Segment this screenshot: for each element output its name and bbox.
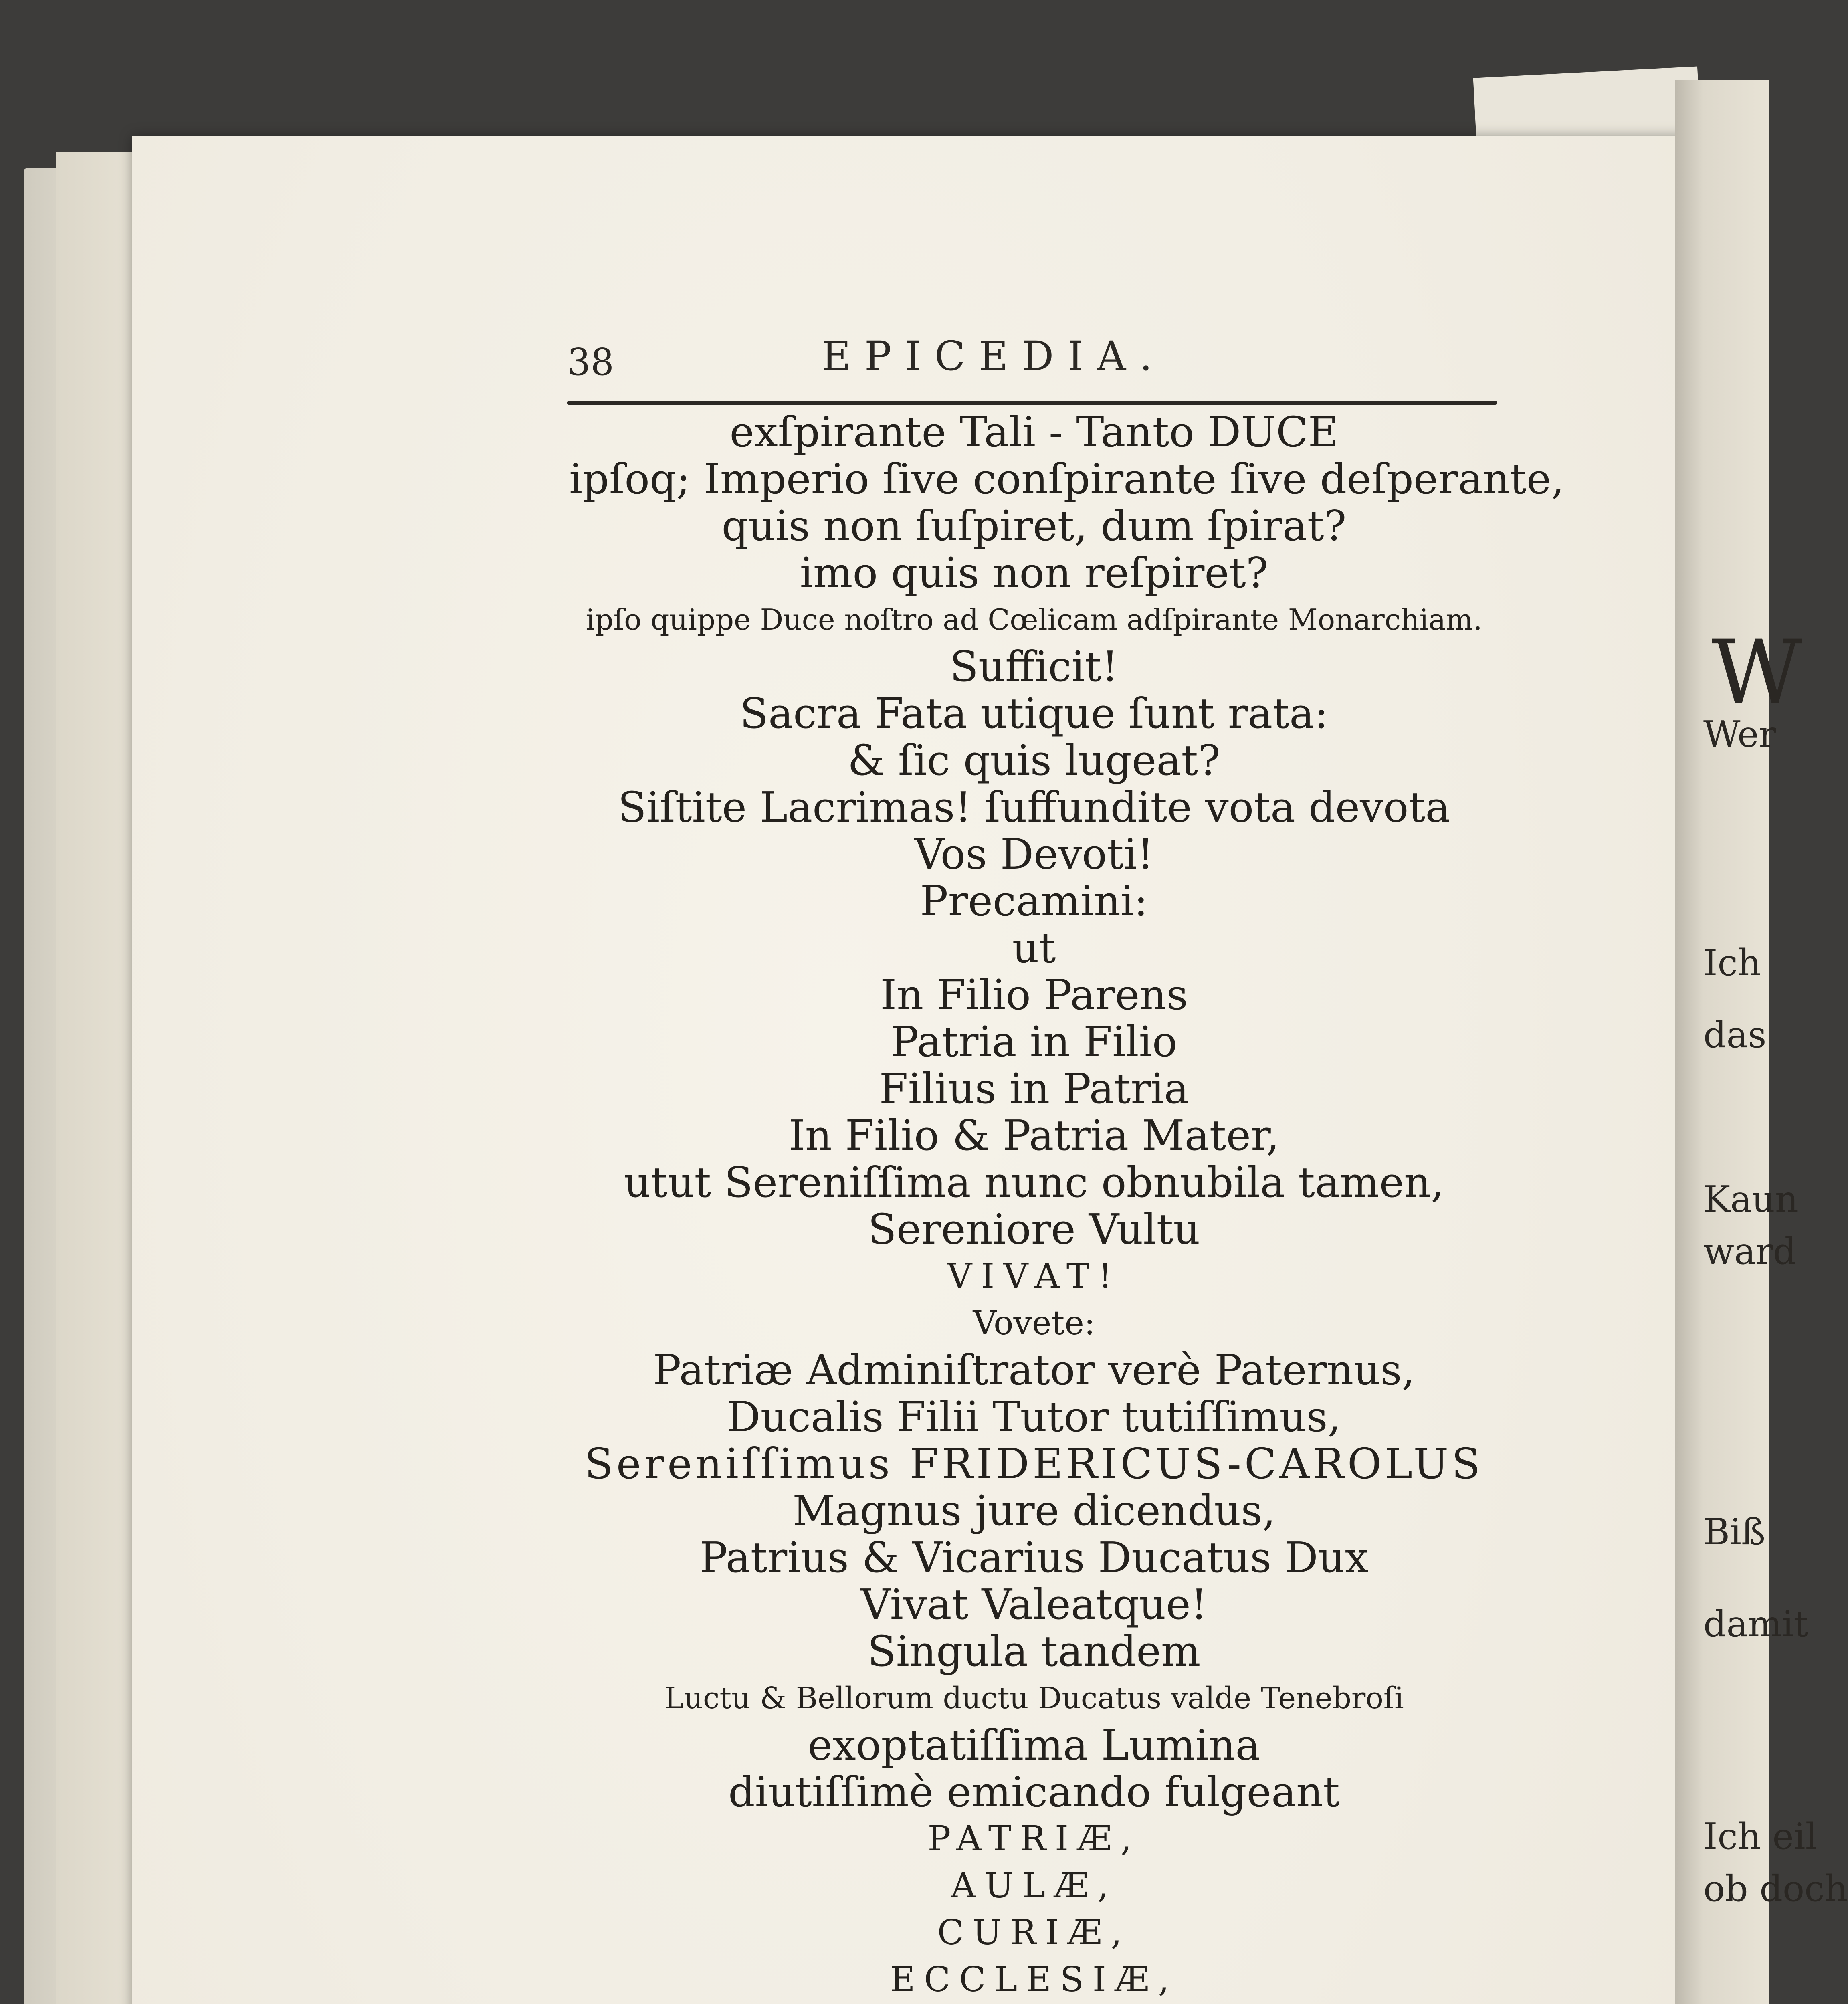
facing-fragment: W [1711, 621, 1802, 724]
text-line: ECCLESIÆ, [890, 1960, 1178, 2000]
facing-page-edge [1675, 80, 1848, 2004]
facing-fragment: damit [1703, 1603, 1808, 1645]
text-line: Vovete: [973, 1304, 1095, 1342]
text-line: Magnus jure dicendus, [792, 1486, 1276, 1535]
text-line: Luctu & Bellorum ductu Ducatus valde Tenebroſi [664, 1681, 1404, 1715]
text-line: Siſtite Lacrimas! ſuffundite vota devota [618, 783, 1450, 832]
text-line: quis non ſuſpiret, dum ſpirat? [721, 501, 1347, 550]
facing-fragment: Biß [1703, 1511, 1766, 1553]
facing-fragment: ward [1703, 1230, 1796, 1273]
text-line: Ducalis Filii Tutor tutiſſimus, [727, 1392, 1341, 1441]
text-line: Precamini: [920, 877, 1148, 925]
running-title: EPICEDIA. [822, 333, 1166, 380]
text-line: utut Sereniſſima nunc obnubila tamen, [624, 1158, 1444, 1207]
text-line: CURIÆ, [937, 1913, 1131, 1953]
text-line: Patrius & Vicarius Ducatus Dux [699, 1533, 1369, 1582]
text-line: imo quis non reſpiret? [800, 548, 1268, 597]
text-line: ipſo quippe Duce noſtro ad Cœlicam adſpirante Monarchiam. [586, 603, 1482, 636]
text-line: Vos Devoti! [914, 830, 1154, 879]
facing-fragment: das [1703, 1014, 1767, 1056]
text-line: Sereniſſimus FRIDERICUS-CAROLUS [584, 1439, 1484, 1488]
facing-fragment: Ich [1703, 942, 1761, 984]
header-rule [567, 401, 1497, 405]
text-line: In Filio & Patria Mater, [788, 1111, 1280, 1160]
facing-fragment: ob doch [1703, 1868, 1848, 1910]
text-line: exſpirante Tali - Tanto DUCE [729, 408, 1339, 457]
text-line: & ſic quis lugeat? [848, 736, 1220, 785]
text-line: Patria in Filio [891, 1017, 1177, 1066]
text-line: PATRIÆ, [927, 1819, 1141, 1859]
text-line: ut [1012, 923, 1056, 972]
facing-fragment: Kaun [1703, 1178, 1798, 1220]
text-line: diutiſſimè emicando fulgeant [728, 1768, 1340, 1816]
facing-fragment: Ich eil [1703, 1816, 1817, 1858]
text-line: Sacra Fata utique ſunt rata: [739, 689, 1329, 738]
text-line: In Filio Parens [880, 970, 1188, 1019]
text-line: Patriæ Adminiſtrator verè Paternus, [653, 1345, 1415, 1394]
text-line: Vivat Valeatque! [860, 1580, 1208, 1629]
text-line: VIVAT! [947, 1256, 1121, 1296]
text-line: Sufficit! [949, 642, 1119, 691]
page-number: 38 [567, 341, 614, 384]
text-line: Filius in Patria [879, 1064, 1189, 1113]
facing-fragment: Wer [1703, 713, 1776, 756]
text-line: Sereniore Vultu [868, 1205, 1200, 1254]
text-line: ipſoq; Imperio ſive conſpirante ſive deſperante, [569, 455, 1565, 503]
text-line: exoptatiſſima Lumina [808, 1721, 1260, 1770]
text-block [569, 408, 1565, 2004]
text-line: Singula tandem [867, 1627, 1201, 1676]
text-line: AULÆ, [951, 1866, 1117, 1906]
